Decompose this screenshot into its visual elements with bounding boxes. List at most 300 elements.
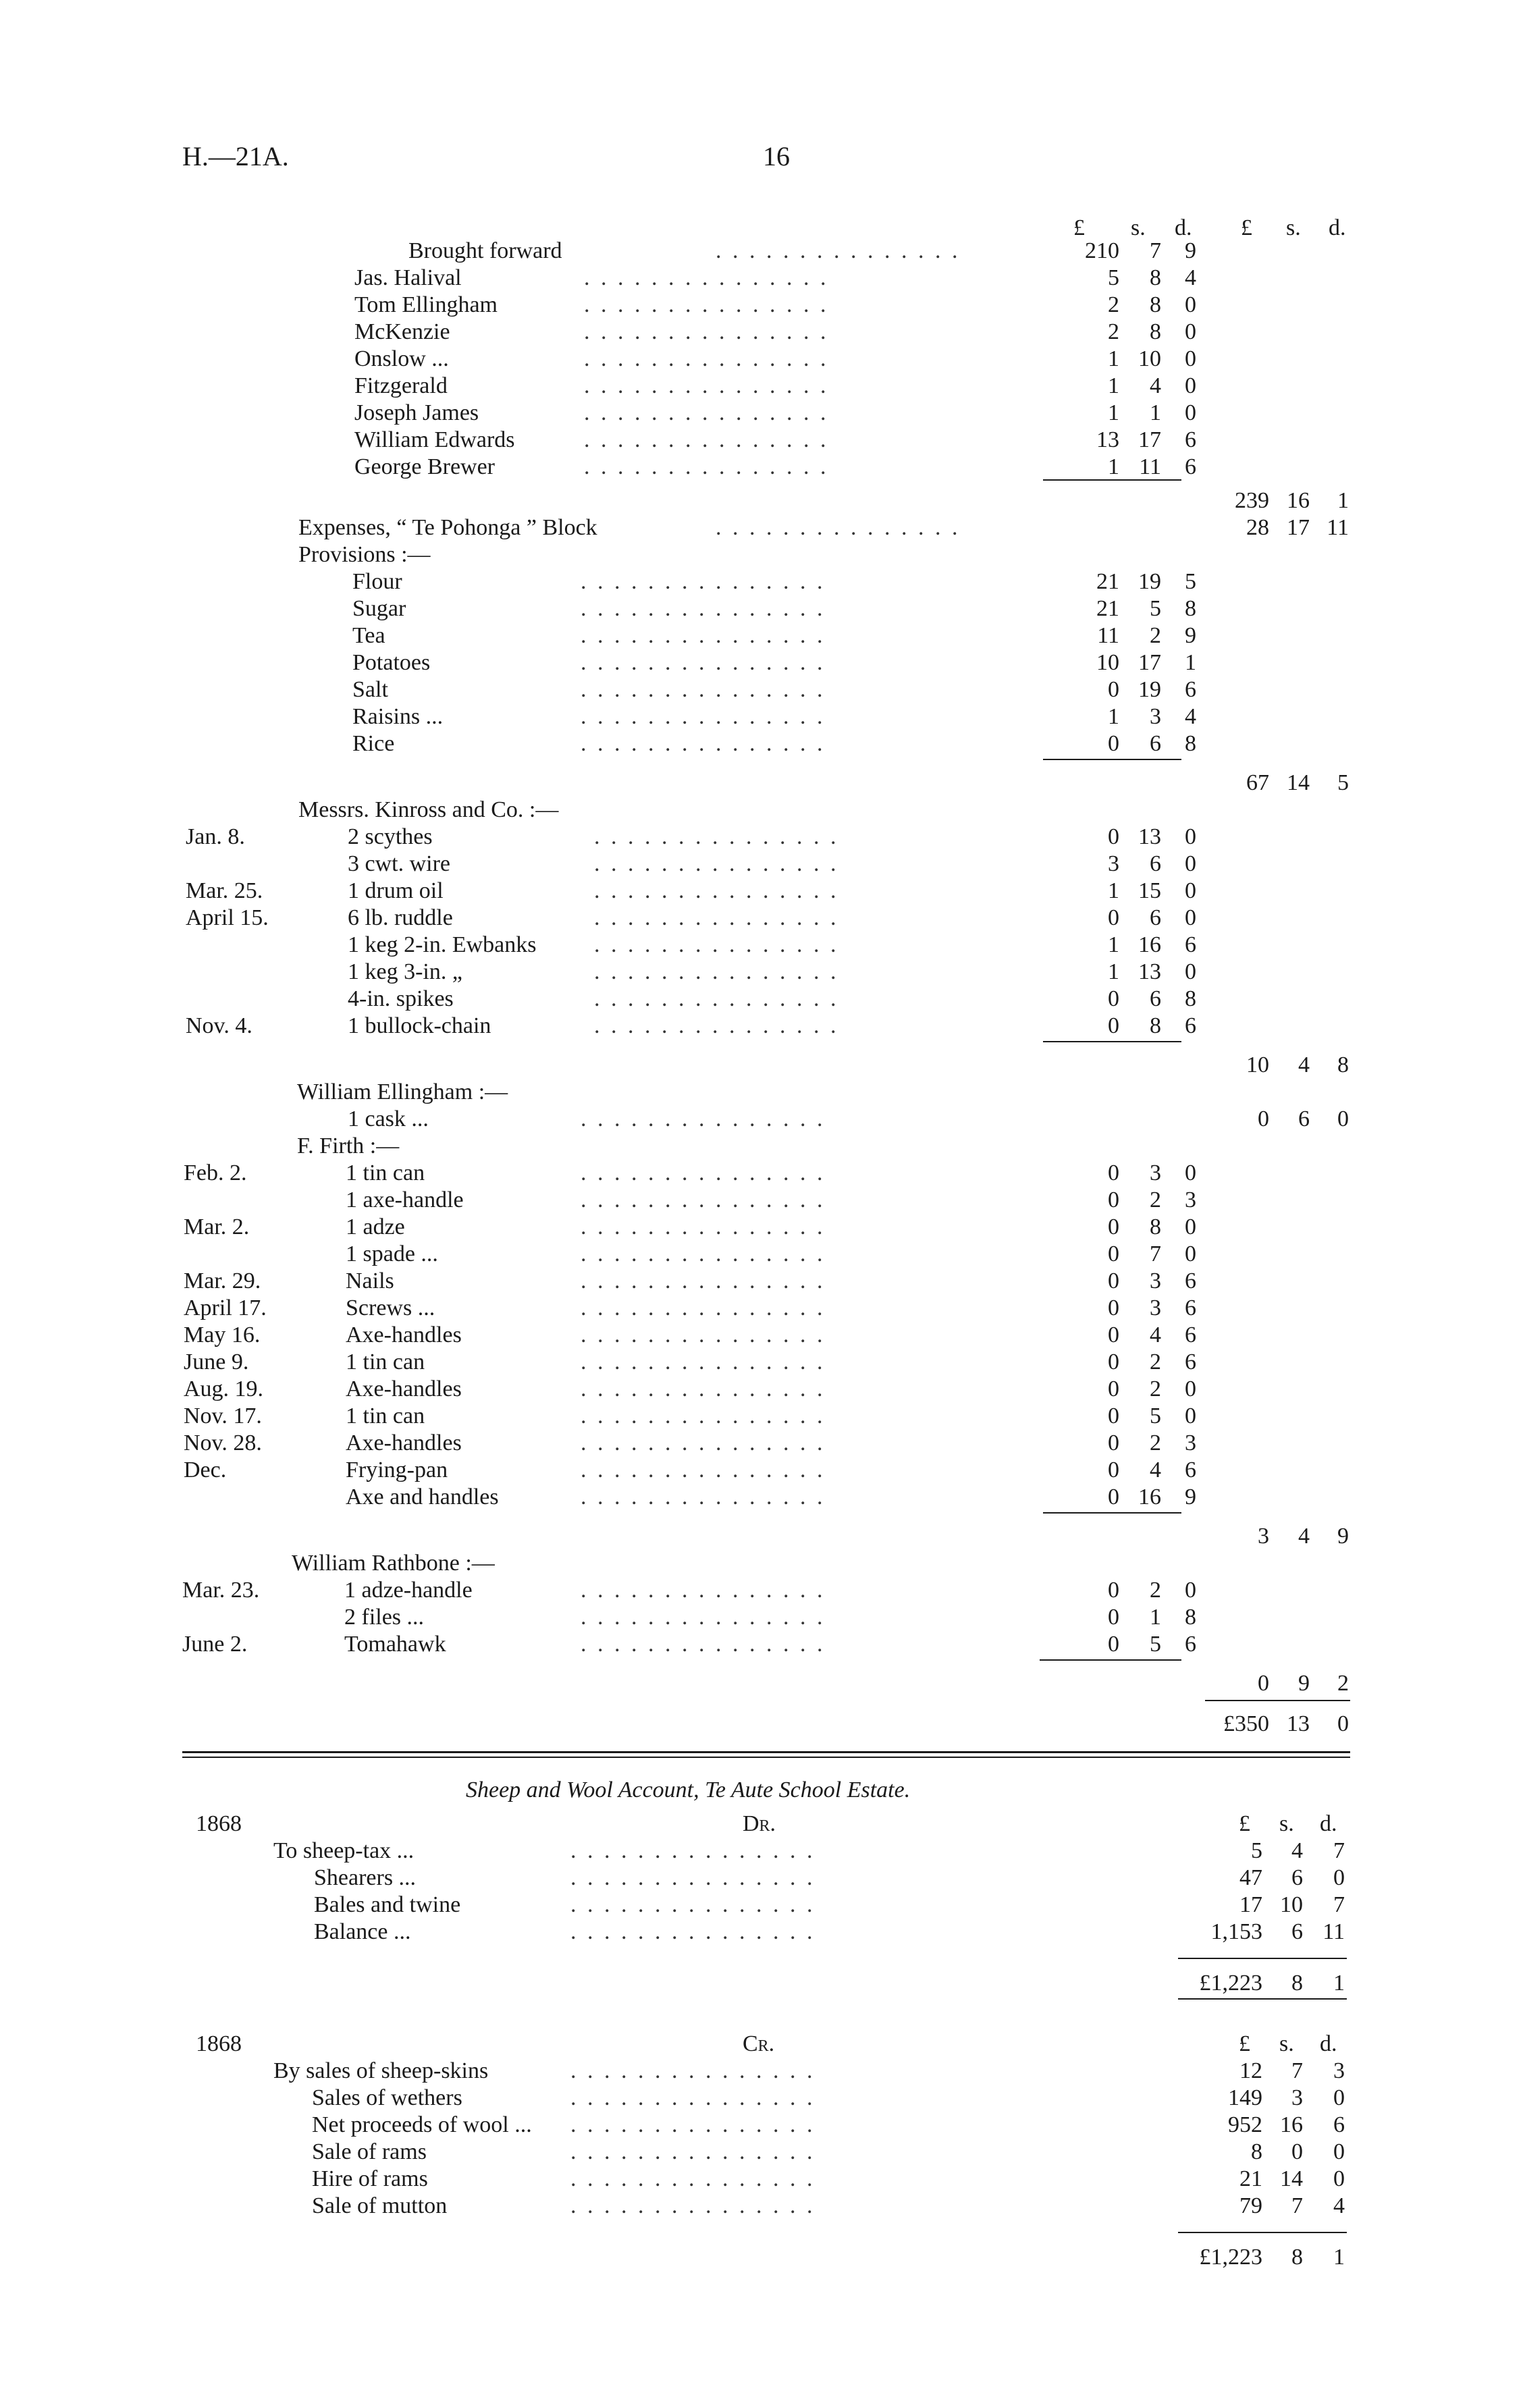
dr-item-pounds: 17 xyxy=(1239,1892,1262,1917)
firth-item: 1 tin can xyxy=(346,1160,425,1185)
provision-pence: 9 xyxy=(1185,623,1196,648)
entry-date: Mar. 29. xyxy=(184,1268,261,1293)
leader-dots: . . . . . . . . . . . . . . . xyxy=(581,1457,826,1482)
rule-line xyxy=(1178,2232,1347,2233)
rule-line xyxy=(1178,1958,1347,1959)
wage-pence: 4 xyxy=(1185,265,1196,290)
wage-shillings: 8 xyxy=(1150,265,1161,290)
firth-item-pounds: 0 xyxy=(1108,1187,1119,1212)
ellingham-item-pence: 0 xyxy=(1337,1106,1349,1131)
cr-year: 1868 xyxy=(196,2031,242,2056)
rathbone-total-shillings: 9 xyxy=(1298,1671,1310,1696)
firth-item: Frying-pan xyxy=(346,1457,448,1482)
firth-item-pounds: 0 xyxy=(1108,1457,1119,1482)
entry-date: Nov. 17. xyxy=(184,1403,262,1428)
provision-name: Potatoes xyxy=(352,650,431,675)
wage-pounds: 1 xyxy=(1108,373,1119,398)
firth-item-pounds: 0 xyxy=(1108,1268,1119,1293)
wage-name: William Edwards xyxy=(354,427,515,452)
cr-item: Sale of rams xyxy=(312,2139,427,2164)
leader-dots: . . . . . . . . . . . . . . . xyxy=(570,2139,816,2164)
firth-item-pounds: 0 xyxy=(1108,1376,1119,1401)
provision-pounds: 1 xyxy=(1108,704,1119,729)
entry-date: Mar. 2. xyxy=(184,1214,250,1239)
leader-dots: . . . . . . . . . . . . . . . xyxy=(581,569,826,594)
kinross-item-shillings: 16 xyxy=(1138,932,1161,957)
firth-item-pence: 0 xyxy=(1185,1376,1196,1401)
wage-shillings: 4 xyxy=(1150,373,1161,398)
cr-total-pence: 1 xyxy=(1333,2245,1345,2270)
leader-dots: . . . . . . . . . . . . . . . xyxy=(594,824,839,849)
dr-item-shillings: 10 xyxy=(1280,1892,1303,1917)
firth-item-shillings: 3 xyxy=(1150,1295,1161,1320)
ellingham-item-shillings: 6 xyxy=(1298,1106,1310,1131)
leader-dots: . . . . . . . . . . . . . . . xyxy=(716,238,961,263)
wage-name: Onslow ... xyxy=(354,346,449,371)
dr-item-pence: 11 xyxy=(1322,1919,1345,1944)
entry-date: April 17. xyxy=(184,1295,267,1320)
rathbone-item: 2 files ... xyxy=(344,1605,425,1630)
firth-item-pounds: 0 xyxy=(1108,1403,1119,1428)
leader-dots: . . . . . . . . . . . . . . . xyxy=(581,1349,826,1374)
kinross-item-pounds: 1 xyxy=(1108,959,1119,984)
col-head-pounds: £ xyxy=(1239,1811,1250,1836)
wage-pence: 0 xyxy=(1185,319,1196,344)
dr-item: Balance ... xyxy=(314,1919,411,1944)
leader-dots: . . . . . . . . . . . . . . . xyxy=(570,2193,816,2218)
leader-dots: . . . . . . . . . . . . . . . xyxy=(570,1838,816,1863)
leader-dots: . . . . . . . . . . . . . . . xyxy=(581,1295,826,1320)
wage-pence: 6 xyxy=(1185,454,1196,479)
grand-total-pounds: £350 xyxy=(1223,1711,1269,1736)
rule-line xyxy=(182,1757,1350,1758)
cr-item-shillings: 3 xyxy=(1291,2085,1303,2110)
wage-pence: 0 xyxy=(1185,373,1196,398)
provision-name: Sugar xyxy=(352,596,406,621)
firth-item-pounds: 0 xyxy=(1108,1214,1119,1239)
wage-pence: 0 xyxy=(1185,346,1196,371)
wage-shillings: 11 xyxy=(1139,454,1161,479)
leader-dots: . . . . . . . . . . . . . . . xyxy=(594,959,839,984)
provision-shillings: 19 xyxy=(1138,677,1161,702)
col-head-pounds: £ xyxy=(1239,2031,1250,2056)
wage-pounds: 1 xyxy=(1108,400,1119,425)
rathbone-item-pence: 0 xyxy=(1185,1578,1196,1603)
leader-dots: . . . . . . . . . . . . . . . xyxy=(581,1484,826,1509)
cr-item-pounds: 79 xyxy=(1239,2193,1262,2218)
provision-pounds: 0 xyxy=(1108,677,1119,702)
kinross-item-pence: 0 xyxy=(1185,959,1196,984)
entry-date: Mar. 23. xyxy=(182,1578,260,1603)
leader-dots: . . . . . . . . . . . . . . . xyxy=(584,400,829,425)
brought-forward-pence: 9 xyxy=(1185,238,1196,263)
leader-dots: . . . . . . . . . . . . . . . xyxy=(594,986,839,1011)
entry-date: Aug. 19. xyxy=(184,1376,264,1401)
page-number: 16 xyxy=(763,141,790,171)
cr-item-pence: 6 xyxy=(1333,2112,1345,2137)
kinross-item-pounds: 0 xyxy=(1108,986,1119,1011)
leader-dots: . . . . . . . . . . . . . . . xyxy=(581,1241,826,1266)
expenses-label: Expenses, “ Te Pohonga ” Block xyxy=(298,515,597,540)
leader-dots: . . . . . . . . . . . . . . . xyxy=(584,346,829,371)
wage-shillings: 1 xyxy=(1150,400,1161,425)
dr-item-pence: 7 xyxy=(1333,1892,1345,1917)
leader-dots: . . . . . . . . . . . . . . . xyxy=(570,2058,816,2083)
cr-item-shillings: 7 xyxy=(1291,2058,1303,2083)
provisions-total-pounds: 67 xyxy=(1246,770,1269,795)
firth-item-pounds: 0 xyxy=(1108,1430,1119,1455)
dr-year: 1868 xyxy=(196,1811,242,1836)
ellingham-label: William Ellingham :— xyxy=(297,1079,508,1104)
firth-total-pounds: 3 xyxy=(1258,1524,1269,1549)
leader-dots: . . . . . . . . . . . . . . . xyxy=(584,454,829,479)
provisions-total-shillings: 14 xyxy=(1287,770,1310,795)
provision-shillings: 5 xyxy=(1150,596,1161,621)
firth-item: Axe-handles xyxy=(346,1322,462,1347)
ellingham-item: 1 cask ... xyxy=(348,1106,429,1131)
rule-line xyxy=(182,1751,1350,1753)
kinross-item-pence: 0 xyxy=(1185,824,1196,849)
firth-item: 1 adze xyxy=(346,1214,405,1239)
col-head-pounds: £ xyxy=(1073,215,1085,240)
leader-dots: . . . . . . . . . . . . . . . xyxy=(581,1430,826,1455)
leader-dots: . . . . . . . . . . . . . . . xyxy=(594,905,839,930)
provision-shillings: 2 xyxy=(1150,623,1161,648)
cr-item: Sale of mutton xyxy=(312,2193,448,2218)
leader-dots: . . . . . . . . . . . . . . . xyxy=(584,265,829,290)
wage-name: McKenzie xyxy=(354,319,450,344)
kinross-item-shillings: 6 xyxy=(1150,986,1161,1011)
kinross-item-shillings: 13 xyxy=(1138,959,1161,984)
firth-item-pence: 9 xyxy=(1185,1484,1196,1509)
kinross-item-pence: 8 xyxy=(1185,986,1196,1011)
leader-dots: . . . . . . . . . . . . . . . xyxy=(570,1919,816,1944)
firth-label: F. Firth :— xyxy=(297,1133,400,1158)
firth-total-pence: 9 xyxy=(1337,1524,1349,1549)
firth-item-shillings: 2 xyxy=(1150,1376,1161,1401)
leader-dots: . . . . . . . . . . . . . . . xyxy=(581,1268,826,1293)
firth-item: Axe-handles xyxy=(346,1430,462,1455)
kinross-item-pence: 6 xyxy=(1185,932,1196,957)
rule-line xyxy=(1043,1041,1181,1042)
firth-item-pence: 6 xyxy=(1185,1457,1196,1482)
rule-line xyxy=(1040,1659,1181,1661)
kinross-item: 1 drum oil xyxy=(348,878,444,903)
leader-dots: . . . . . . . . . . . . . . . xyxy=(581,1578,826,1603)
kinross-item: 2 scythes xyxy=(348,824,433,849)
provisions-total-pence: 5 xyxy=(1337,770,1349,795)
dr-label: Dr. xyxy=(743,1811,776,1836)
rule-line xyxy=(1178,1998,1347,2000)
firth-item: Nails xyxy=(346,1268,394,1293)
kinross-total-shillings: 4 xyxy=(1298,1052,1310,1077)
col-head-pounds: £ xyxy=(1241,215,1252,240)
leader-dots: . . . . . . . . . . . . . . . xyxy=(584,427,829,452)
kinross-item-pounds: 3 xyxy=(1108,851,1119,876)
kinross-item-pence: 0 xyxy=(1185,851,1196,876)
grand-total-pence: 0 xyxy=(1337,1711,1349,1736)
rathbone-item-pounds: 0 xyxy=(1108,1578,1119,1603)
entry-date: May 16. xyxy=(184,1322,261,1347)
cr-item-shillings: 16 xyxy=(1280,2112,1303,2137)
grand-total-shillings: 13 xyxy=(1287,1711,1310,1736)
kinross-total-pence: 8 xyxy=(1337,1052,1349,1077)
firth-item-pence: 6 xyxy=(1185,1268,1196,1293)
brought-forward-pounds: 210 xyxy=(1085,238,1119,263)
wages-total-pounds: 239 xyxy=(1235,488,1269,513)
provision-pence: 1 xyxy=(1185,650,1196,675)
firth-item: 1 spade ... xyxy=(346,1241,438,1266)
kinross-item-pounds: 0 xyxy=(1108,1013,1119,1038)
entry-date: Nov. 4. xyxy=(186,1013,252,1038)
leader-dots: . . . . . . . . . . . . . . . xyxy=(594,932,839,957)
wage-shillings: 8 xyxy=(1150,319,1161,344)
dr-item: Bales and twine xyxy=(314,1892,461,1917)
firth-item: 1 tin can xyxy=(346,1403,425,1428)
expenses-shillings: 17 xyxy=(1287,515,1310,540)
entry-date: Jan. 8. xyxy=(186,824,245,849)
firth-item-shillings: 2 xyxy=(1150,1349,1161,1374)
leader-dots: . . . . . . . . . . . . . . . xyxy=(570,2166,816,2191)
brought-forward-label: Brought forward xyxy=(408,238,562,263)
leader-dots: . . . . . . . . . . . . . . . xyxy=(570,1892,816,1917)
dr-item-shillings: 6 xyxy=(1291,1919,1303,1944)
firth-item: Axe and handles xyxy=(346,1484,499,1509)
cr-item-pounds: 8 xyxy=(1251,2139,1262,2164)
leader-dots: . . . . . . . . . . . . . . . xyxy=(584,292,829,317)
section-title: Sheep and Wool Account, Te Aute School Estate. xyxy=(466,1777,911,1802)
firth-item-pence: 0 xyxy=(1185,1241,1196,1266)
provision-pence: 8 xyxy=(1185,596,1196,621)
firth-item-shillings: 2 xyxy=(1150,1187,1161,1212)
kinross-item-shillings: 15 xyxy=(1138,878,1161,903)
wage-pounds: 13 xyxy=(1096,427,1119,452)
dr-item-pounds: 5 xyxy=(1251,1838,1262,1863)
leader-dots: . . . . . . . . . . . . . . . xyxy=(581,623,826,648)
rathbone-label: William Rathbone :— xyxy=(292,1551,495,1576)
leader-dots: . . . . . . . . . . . . . . . xyxy=(594,1013,839,1038)
rathbone-item-pounds: 0 xyxy=(1108,1632,1119,1657)
kinross-total-pounds: 10 xyxy=(1246,1052,1269,1077)
wage-pounds: 5 xyxy=(1108,265,1119,290)
kinross-item: 3 cwt. wire xyxy=(348,851,451,876)
provision-pounds: 11 xyxy=(1097,623,1119,648)
kinross-item-pounds: 1 xyxy=(1108,932,1119,957)
rule-line xyxy=(1043,479,1181,481)
entry-date: Feb. 2. xyxy=(184,1160,247,1185)
provision-name: Flour xyxy=(352,569,402,594)
wage-pounds: 1 xyxy=(1108,346,1119,371)
cr-item: Net proceeds of wool ... xyxy=(312,2112,532,2137)
kinross-item-pence: 0 xyxy=(1185,878,1196,903)
kinross-item: 1 keg 2-in. Ewbanks xyxy=(348,932,537,957)
dr-item-shillings: 4 xyxy=(1291,1838,1303,1863)
firth-item-shillings: 5 xyxy=(1150,1403,1161,1428)
rule-line xyxy=(1043,759,1181,760)
firth-item-shillings: 16 xyxy=(1138,1484,1161,1509)
entry-date: Dec. xyxy=(184,1457,227,1482)
entry-date: Mar. 25. xyxy=(186,878,263,903)
firth-item-shillings: 4 xyxy=(1150,1457,1161,1482)
rathbone-item-pounds: 0 xyxy=(1108,1605,1119,1630)
firth-item-pounds: 0 xyxy=(1108,1349,1119,1374)
leader-dots: . . . . . . . . . . . . . . . xyxy=(594,878,839,903)
provision-shillings: 17 xyxy=(1138,650,1161,675)
provision-shillings: 6 xyxy=(1150,731,1161,756)
entry-date: Nov. 28. xyxy=(184,1430,262,1455)
rathbone-item-pence: 8 xyxy=(1185,1605,1196,1630)
col-head-shillings: s. xyxy=(1131,215,1146,240)
dr-item-pence: 7 xyxy=(1333,1838,1345,1863)
kinross-item-shillings: 6 xyxy=(1150,905,1161,930)
provision-pounds: 0 xyxy=(1108,731,1119,756)
dr-item-pounds: 47 xyxy=(1239,1865,1262,1890)
rathbone-item-shillings: 5 xyxy=(1150,1632,1161,1657)
cr-item-shillings: 14 xyxy=(1280,2166,1303,2191)
leader-dots: . . . . . . . . . . . . . . . xyxy=(581,1106,826,1131)
firth-item-pounds: 0 xyxy=(1108,1322,1119,1347)
rathbone-item-shillings: 1 xyxy=(1150,1605,1161,1630)
wage-name: Tom Ellingham xyxy=(354,292,498,317)
rathbone-total-pounds: 0 xyxy=(1258,1671,1269,1696)
leader-dots: . . . . . . . . . . . . . . . xyxy=(581,1376,826,1401)
wage-pence: 0 xyxy=(1185,400,1196,425)
kinross-item-pounds: 1 xyxy=(1108,878,1119,903)
col-head-pence: d. xyxy=(1175,215,1192,240)
wage-shillings: 17 xyxy=(1138,427,1161,452)
cr-item-shillings: 0 xyxy=(1291,2139,1303,2164)
firth-item-pence: 0 xyxy=(1185,1160,1196,1185)
firth-item: Screws ... xyxy=(346,1295,435,1320)
firth-item-shillings: 2 xyxy=(1150,1430,1161,1455)
firth-item-shillings: 3 xyxy=(1150,1160,1161,1185)
rule-line xyxy=(1043,1512,1181,1514)
provision-pence: 6 xyxy=(1185,677,1196,702)
provision-name: Tea xyxy=(352,623,385,648)
col-head-shillings: s. xyxy=(1279,2031,1294,2056)
provision-shillings: 3 xyxy=(1150,704,1161,729)
provision-pounds: 10 xyxy=(1096,650,1119,675)
kinross-item-shillings: 13 xyxy=(1138,824,1161,849)
rathbone-item-pence: 6 xyxy=(1185,1632,1196,1657)
entry-date: June 9. xyxy=(184,1349,249,1374)
cr-total-pounds: £1,223 xyxy=(1199,2245,1262,2270)
firth-item-shillings: 7 xyxy=(1150,1241,1161,1266)
dr-total-pence: 1 xyxy=(1333,1971,1345,1996)
leader-dots: . . . . . . . . . . . . . . . xyxy=(716,515,961,540)
cr-item-pounds: 12 xyxy=(1239,2058,1262,2083)
leader-dots: . . . . . . . . . . . . . . . xyxy=(570,1865,816,1890)
rule-line xyxy=(1205,1700,1350,1701)
rathbone-item-shillings: 2 xyxy=(1150,1578,1161,1603)
provision-pence: 8 xyxy=(1185,731,1196,756)
kinross-item-shillings: 6 xyxy=(1150,851,1161,876)
kinross-item-pence: 6 xyxy=(1185,1013,1196,1038)
expenses-pence: 11 xyxy=(1327,515,1349,540)
firth-item: 1 axe-handle xyxy=(346,1187,464,1212)
leader-dots: . . . . . . . . . . . . . . . xyxy=(581,650,826,675)
provisions-label: Provisions :— xyxy=(298,542,431,567)
leader-dots: . . . . . . . . . . . . . . . xyxy=(581,704,826,729)
cr-item-pounds: 21 xyxy=(1239,2166,1262,2191)
cr-item-pounds: 952 xyxy=(1228,2112,1262,2137)
col-head-pence: d. xyxy=(1320,1811,1337,1836)
leader-dots: . . . . . . . . . . . . . . . xyxy=(581,1605,826,1630)
cr-item-pence: 3 xyxy=(1333,2058,1345,2083)
kinross-item-pounds: 0 xyxy=(1108,905,1119,930)
cr-item-pence: 0 xyxy=(1333,2139,1345,2164)
entry-date: April 15. xyxy=(186,905,269,930)
leader-dots: . . . . . . . . . . . . . . . xyxy=(581,1403,826,1428)
cr-item-pence: 4 xyxy=(1333,2193,1345,2218)
wage-name: George Brewer xyxy=(354,454,496,479)
leader-dots: . . . . . . . . . . . . . . . xyxy=(584,373,829,398)
wage-shillings: 8 xyxy=(1150,292,1161,317)
rathbone-item: Tomahawk xyxy=(344,1632,446,1657)
col-head-pence: d. xyxy=(1320,2031,1337,2056)
leader-dots: . . . . . . . . . . . . . . . xyxy=(581,1632,826,1657)
wage-pounds: 1 xyxy=(1108,454,1119,479)
dr-item: Shearers ... xyxy=(314,1865,417,1890)
leader-dots: . . . . . . . . . . . . . . . xyxy=(594,851,839,876)
firth-item: Axe-handles xyxy=(346,1376,462,1401)
kinross-item-pence: 0 xyxy=(1185,905,1196,930)
wage-pence: 0 xyxy=(1185,292,1196,317)
provision-name: Raisins ... xyxy=(352,704,444,729)
provision-pounds: 21 xyxy=(1096,596,1119,621)
leader-dots: . . . . . . . . . . . . . . . xyxy=(570,2112,816,2137)
firth-item-pence: 6 xyxy=(1185,1349,1196,1374)
dr-total-shillings: 8 xyxy=(1291,1971,1303,1996)
dr-item-pence: 0 xyxy=(1333,1865,1345,1890)
kinross-item: 1 keg 3-in. „ xyxy=(348,959,462,984)
wage-pounds: 2 xyxy=(1108,319,1119,344)
wage-shillings: 10 xyxy=(1138,346,1161,371)
wage-pounds: 2 xyxy=(1108,292,1119,317)
leader-dots: . . . . . . . . . . . . . . . xyxy=(581,1187,826,1212)
dr-item-shillings: 6 xyxy=(1291,1865,1303,1890)
kinross-item: 1 bullock-chain xyxy=(348,1013,491,1038)
wage-name: Jas. Halival xyxy=(354,265,462,290)
wage-pence: 6 xyxy=(1185,427,1196,452)
firth-item: 1 tin can xyxy=(346,1349,425,1374)
leader-dots: . . . . . . . . . . . . . . . xyxy=(584,319,829,344)
provision-pounds: 21 xyxy=(1096,569,1119,594)
dr-total-pounds: £1,223 xyxy=(1199,1971,1262,1996)
firth-item-pence: 0 xyxy=(1185,1403,1196,1428)
firth-item-pounds: 0 xyxy=(1108,1295,1119,1320)
firth-item-shillings: 8 xyxy=(1150,1214,1161,1239)
expenses-pounds: 28 xyxy=(1246,515,1269,540)
leader-dots: . . . . . . . . . . . . . . . xyxy=(581,731,826,756)
leader-dots: . . . . . . . . . . . . . . . xyxy=(581,1214,826,1239)
entry-date: June 2. xyxy=(182,1632,248,1657)
firth-item-pounds: 0 xyxy=(1108,1484,1119,1509)
leader-dots: . . . . . . . . . . . . . . . xyxy=(581,677,826,702)
rathbone-item: 1 adze-handle xyxy=(344,1578,473,1603)
kinross-item: 6 lb. ruddle xyxy=(348,905,453,930)
leader-dots: . . . . . . . . . . . . . . . xyxy=(581,1160,826,1185)
firth-item-pence: 6 xyxy=(1185,1295,1196,1320)
col-head-shillings: s. xyxy=(1286,215,1301,240)
firth-item-shillings: 4 xyxy=(1150,1322,1161,1347)
kinross-label: Messrs. Kinross and Co. :— xyxy=(298,797,559,822)
col-head-pence: d. xyxy=(1329,215,1346,240)
firth-item-pence: 3 xyxy=(1185,1430,1196,1455)
ellingham-item-pounds: 0 xyxy=(1258,1106,1269,1131)
provision-name: Rice xyxy=(352,731,395,756)
dr-item: To sheep-tax ... xyxy=(273,1838,415,1863)
